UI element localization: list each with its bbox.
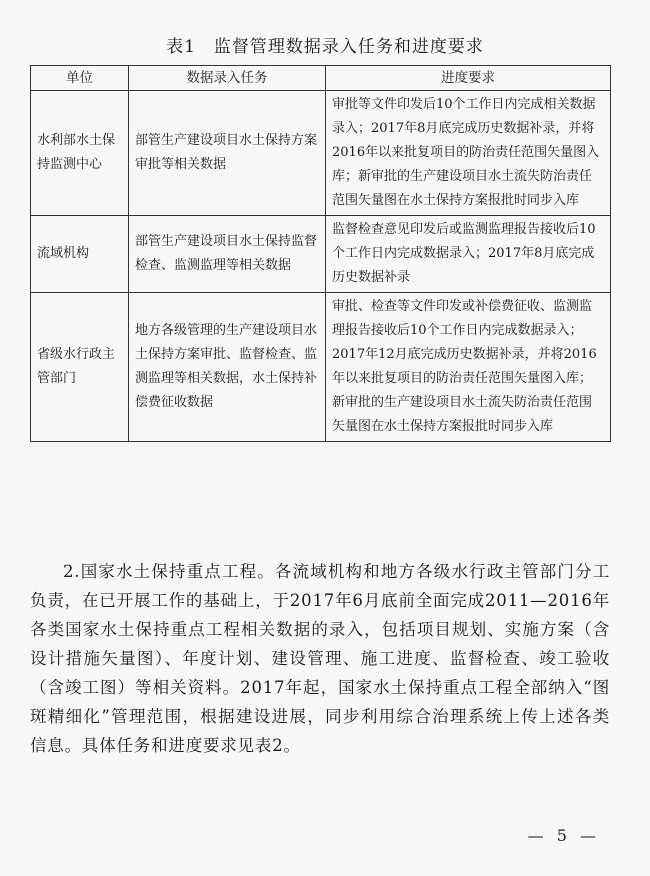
header-unit: 单位: [31, 66, 129, 91]
table-caption: 表1 监督管理数据录入任务和进度要求: [166, 37, 484, 57]
cell-unit: 水利部水土保持监测中心: [31, 91, 129, 216]
cell-task: 部管生产建设项目水土保持方案审批等相关数据: [129, 91, 326, 216]
cell-task: 部管生产建设项目水土保持监督检查、监测监理等相关数据: [129, 216, 326, 293]
header-task: 数据录入任务: [129, 66, 326, 91]
header-progress: 进度要求: [326, 66, 611, 91]
cell-progress: 审批、检查等文件印发或补偿费征收、监测监理报告接收后10个工作日内完成数据录入；2017年12月底完成历史数据补录，并将2016年以来批复项目的防治责任范围矢量图入库；新审批的生产建设项目水土流失防治责任范围矢量图在水土保持方案报批时同步入库: [326, 293, 611, 442]
cell-unit: 省级水行政主管部门: [31, 293, 129, 442]
cell-progress: 审批等文件印发后10个工作日内完成相关数据录入；2017年8月底完成历史数据补录，并将2016年以来批复项目的防治责任范围矢量图入库；新审批的生产建设项目水土流失防治责任范围矢量图在水土保持方案报批时同步入库: [326, 91, 611, 216]
body-paragraph: 2.国家水土保持重点工程。各流域机构和地方各级水行政主管部门分工负责，在已开展工作的基础上，于2017年6月底前全面完成2011—2016年各类国家水土保持重点工程相关数据的录入，包括项目规划、实施方案（含设计措施矢量图）、年度计划、建设管理、施工进度、监督检查、竣工验收（含竣工图）等相关资料。2017年起，国家水土保持重点工程全部纳入“图斑精细化”管理范围，根据建设进展，同步利用综合治理系统上传上述各类信息。具体任务和进度要求见表2。: [30, 561, 610, 755]
table-header-row: [31, 66, 611, 91]
cell-unit: 流域机构: [31, 216, 129, 293]
cell-task: 地方各级管理的生产建设项目水土保持方案审批、监督检查、监测监理等相关数据，水土保持补偿费征收数据: [129, 293, 326, 442]
page-number: — 5 —: [527, 826, 600, 845]
table-row: [31, 216, 611, 293]
table-row: [31, 293, 611, 442]
cell-progress: 监督检查意见印发后或监测监理报告接收后10个工作日内完成数据录入；2017年8月底完成历史数据补录: [326, 216, 611, 293]
table-row: [31, 91, 611, 216]
supervision-data-table: [30, 65, 611, 442]
